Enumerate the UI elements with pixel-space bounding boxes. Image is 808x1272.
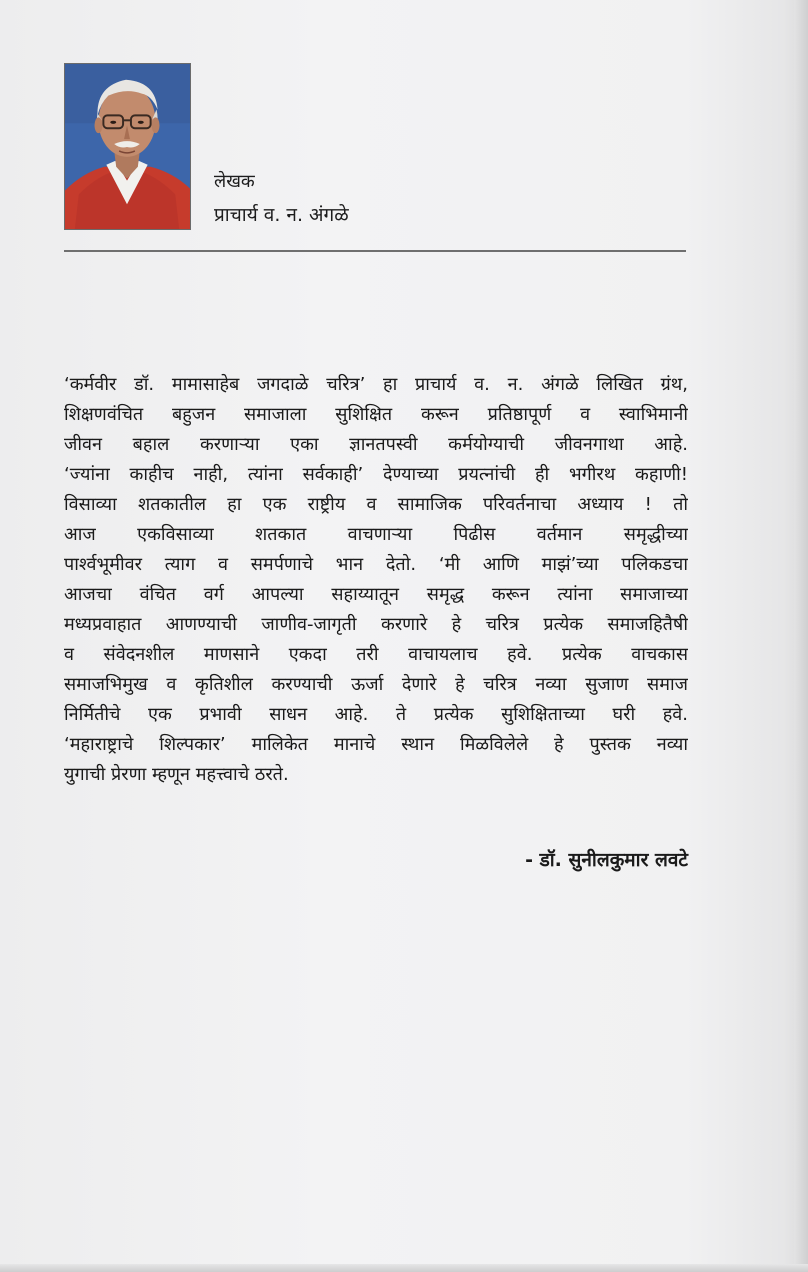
blurb-line: मध्यप्रवाहात आणण्याची जाणीव-जागृती करणारे हे चरित्र प्रत्येक समाजहितैषी: [64, 614, 688, 635]
blurb-line: ‘कर्मवीर डॉ. मामासाहेब जगदाळे चरित्र’ हा प्राचार्य व. न. अंगळे लिखित ग्रंथ,: [64, 374, 688, 395]
blurb-line: शिक्षणवंचित बहुजन समाजाला सुशिक्षित करून प्रतिष्ठापूर्ण व स्वाभिमानी: [64, 404, 688, 425]
blurb-line: पार्श्वभूमीवर त्याग व समर्पणाचे भान देतो. ‘मी आणि माझं’च्या पलिकडचा: [64, 554, 688, 575]
blurb-line: युगाची प्रेरणा म्हणून महत्त्वाचे ठरते.: [64, 764, 289, 785]
blurb-signature: - डॉ. सुनीलकुमार लवटे: [525, 849, 688, 871]
blurb-line: आज एकविसाव्या शतकात वाचणाऱ्या पिढीस वर्तमान समृद्धीच्या: [64, 524, 688, 545]
blurb-line: जीवन बहाल करणाऱ्या एका ज्ञानतपस्वी कर्मयोग्याची जीवनगाथा आहे.: [64, 434, 688, 455]
blurb-paragraph: [64, 370, 688, 790]
author-label: लेखक: [214, 171, 255, 192]
blurb-line: ‘महाराष्ट्राचे शिल्पकार’ मालिकेत मानाचे स्थान मिळविलेले हे पुस्तक नव्या: [64, 734, 688, 755]
section-divider: [64, 250, 686, 252]
blurb-line: समाजभिमुख व कृतिशील करण्याची ऊर्जा देणारे हे चरित्र नव्या सुजाण समाज: [64, 674, 688, 695]
blurb-line: निर्मितीचे एक प्रभावी साधन आहे. ते प्रत्येक सुशिक्षिताच्या घरी हवे.: [64, 704, 688, 725]
blurb-line: व संवेदनशील माणसाने एकदा तरी वाचायलाच हवे. प्रत्येक वाचकास: [64, 644, 688, 665]
blurb-line: विसाव्या शतकातील हा एक राष्ट्रीय व सामाजिक परिवर्तनाचा अध्याय ! तो: [64, 494, 688, 515]
author-photo: [64, 63, 191, 230]
author-name: प्राचार्य व. न. अंगळे: [214, 204, 349, 226]
blurb-line: आजचा वंचित वर्ग आपल्या सहाय्यातून समृद्ध करून त्यांना समाजाच्या: [64, 584, 688, 605]
blurb-line: ‘ज्यांना काहीच नाही, त्यांना सर्वकाही’ देण्याच्या प्रयत्नांची ही भगीरथ कहाणी!: [64, 464, 688, 485]
author-portrait-image: [65, 64, 190, 229]
book-spine-edge: [794, 0, 808, 1272]
book-bottom-edge: [0, 1264, 808, 1272]
